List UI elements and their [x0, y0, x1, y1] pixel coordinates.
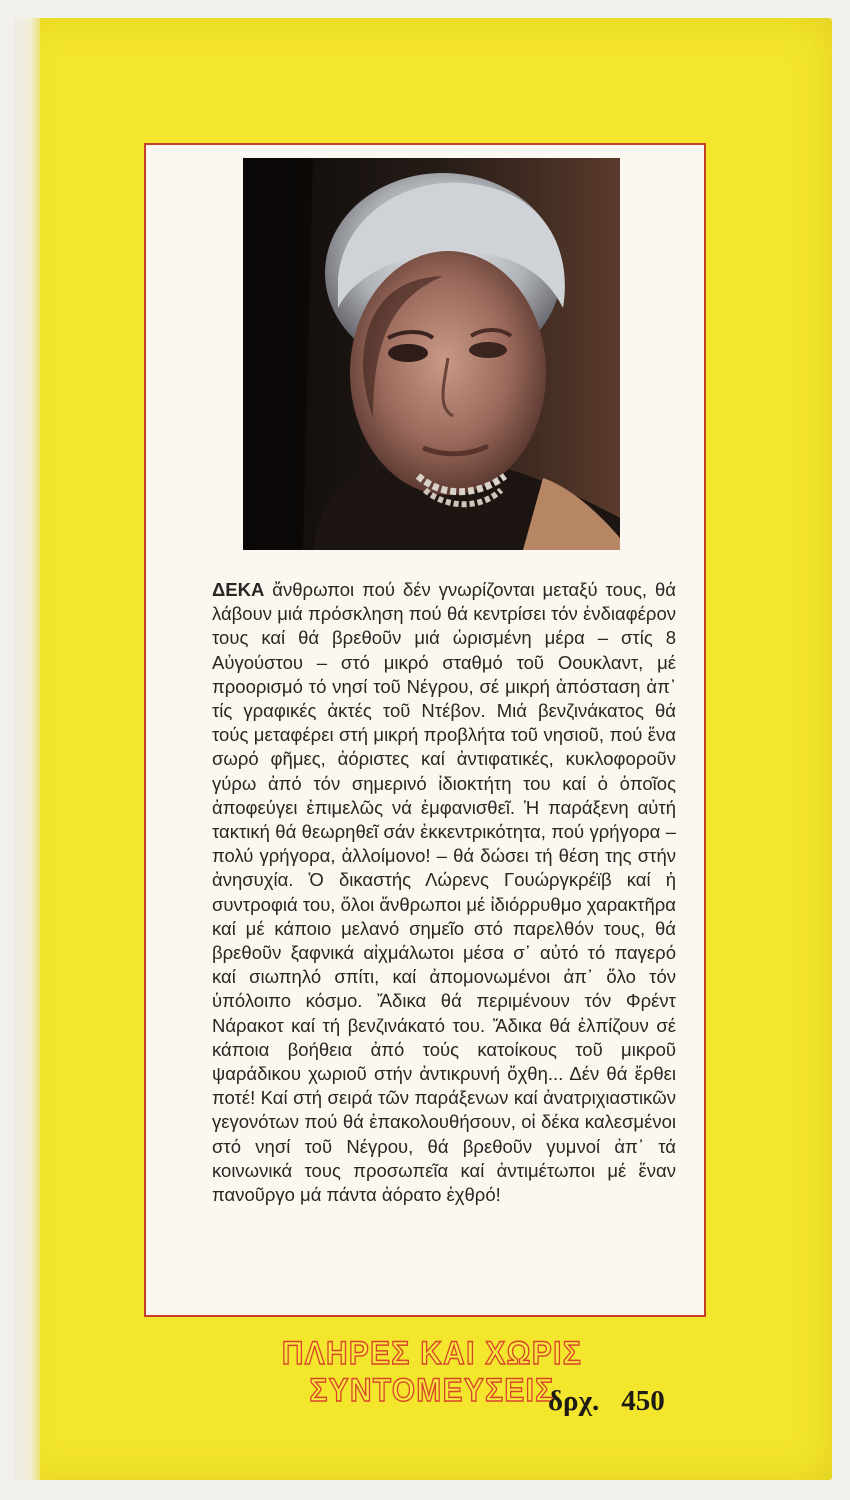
author-portrait — [243, 158, 620, 550]
book-spine-edge — [14, 18, 40, 1480]
blurb-text: ἄνθρωποι πού δέν γνωρίζονται μεταξύ τους, θά λάβουν μιά πρόσκληση πού θά κεντρίσει τόν ἐνδιαφέρον τους καί θά βρεθοῦν μιά ὡρισμένη μέρα – στίς 8 Αὐγούστου – στό μικρό σταθμό τοῦ Οουκλαντ, μέ προορισμό τό νησί τοῦ Νέγρου, σέ μικρή ἀπόσταση ἀπ᾿ τίς γραφικές ἀκτές τοῦ Ντέβον. Μιά βενζινάκατος θά τούς μεταφέρει στή μικρή προβλήτα τοῦ νησιοῦ, πού ἕνα σωρό φῆμες, ἀόριστες καί ἀντιφατικές, κυκλοφοροῦν γύρω ἀπό τόν σημερινό ἰδιοκτήτη του καί ὁ ὁποῖος ἀποφεύγει ἐπιμελῶς νά ἐμφανισθεῖ. Ἡ παράξενη αὐτή τακτική θά θεωρηθεῖ σάν ἐκκεντρικότητα, πού γρήγορα – πολύ γρήγορα, ἀλλοίμονο! – θά δώσει τή θέση της στήν ἀνησυχία. Ὁ δικαστής Λώρενς Γουώργκρέϊβ καί ἡ συντροφιά του, ὅλοι ἄνθρωποι μέ ἰδιόρρυθμο χαρακτῆρα καί μέ κάποιο μελανό σημεῖο στό παρελθόν τους, θά βρεθοῦν ξαφνικά αἰχμάλωτοι μέσα σ᾿ αὐτό τό παγερό καί σιωπηλό σπίτι, καί ἀπομονωμένοι ἀπ᾿ ὅλο τόν ὑπόλοιπο κόσμο. Ἄδικα θά περιμένουν τόν Φρέντ Νάρακοτ καί τή βενζινάκατό του. Ἄδικα θά ἐλπίζουν σέ κάποια βοήθεια ἀπό τούς κατοίκους τοῦ μικροῦ ψαράδικου χωριοῦ στήν ἀντικρυνή ὄχθη... Δέν θά ἔρθει ποτέ! Καί στή σειρά τῶν παράξενων καί ἀνατριχιαστικῶν γεγονότων πού θά ἐπακολουθήσουν, οἱ δέκα καλεσμένοι στό νησί τοῦ Νέγρου, θά βρεθοῦν γυμνοί ἀπ᾿ τά κοινωνικά τους προσωπεῖα καί ἀντιμέτωποι μέ ἕναν πανοῦργο μά πάντα ἀόρατο ἐχθρό! — [212, 579, 676, 1206]
blurb-lead-word: ΔΕΚΑ — [212, 579, 265, 600]
price-amount: 450 — [621, 1385, 665, 1417]
book-blurb — [212, 578, 676, 1207]
unabridged-tagline: ΠΛΗΡΕΣ ΚΑΙ ΧΩΡΙΣ ΣΥΝΤΟΜΕΥΣΕΙΣ — [281, 1335, 583, 1408]
portrait-image — [243, 158, 620, 550]
price-currency: δρχ. — [548, 1385, 600, 1417]
price-label — [548, 1385, 665, 1418]
